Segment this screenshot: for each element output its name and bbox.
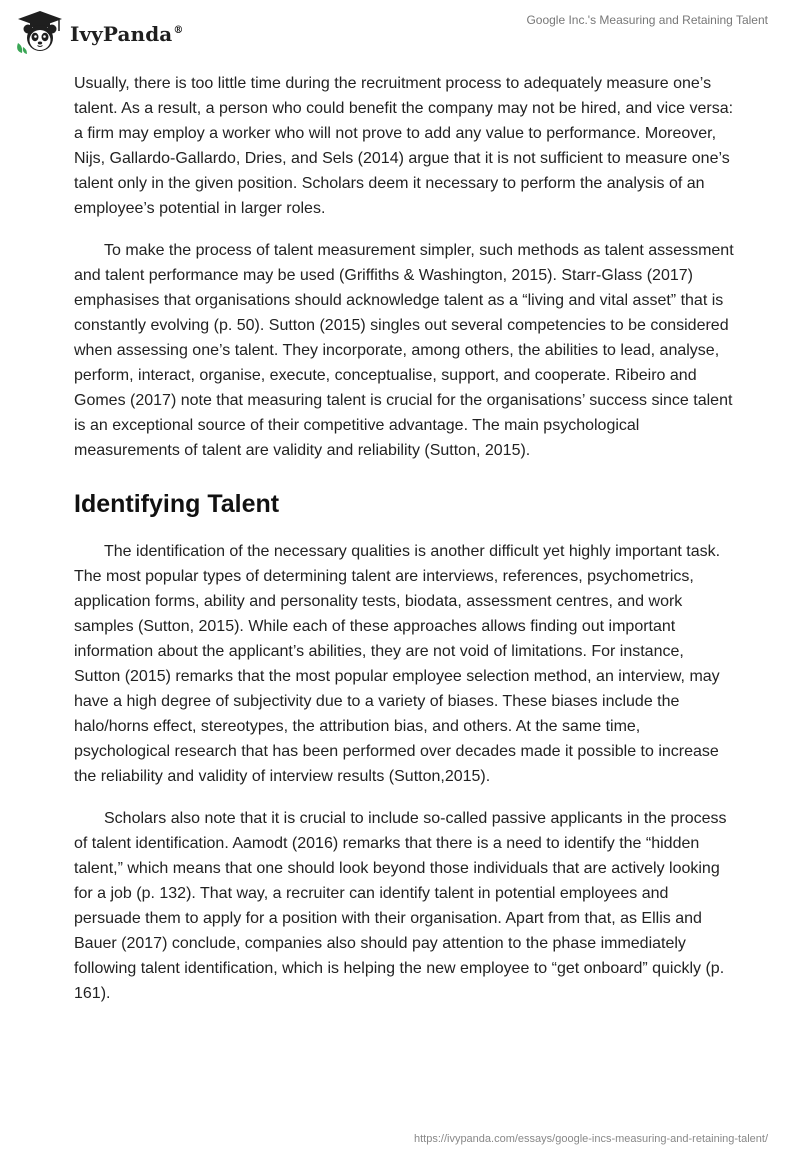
paragraph-identifying-1: The identification of the necessary qualities is another difficult yet highly important task. The most popular types of determining talent are interviews, references, psychometrics, application forms, ability and personality tests, biodata, assessment centres, and work samples (Sutton, 2015). While each of these approaches allows finding out important information about the applicant’s abilities, they are not void of limitations. For instance, Sutton (2015) remarks that the most popular employee selection method, an interview, may have a high degree of subjectivity due to a variety of biases. These biases include the halo/horns effect, stereotypes, the attribution bias, and others. At the same time, psychological research that has been performed over decades made it possible to increase the reliability and validity of interview results (Sutton,2015).: [74, 543, 721, 785]
paragraph-measuring-2: To make the process of talent measurement simpler, such methods as talent assessment and talent performance may be used (Griffiths & Washington, 2015). Starr-Glass (2017) emphasises that organisations should acknowledge talent as a “living and vital asset” that is constantly evolving (p. 50). Sutton (2015) singles out several competencies to be considered when assessing one’s talent. They incorporate, among others, the abilities to lead, analyse, perform, interact, organise, execute, conceptualise, support, and cooperate. Ribeiro and Gomes (2017) note that measuring talent is crucial for the organisations’ success since talent is an exceptional source of their competitive advantage. The main psychological measurements of talent are validity and reliability (Sutton, 2015).: [74, 242, 734, 459]
source-url-link[interactable]: https://ivypanda.com/essays/google-incs-measuring-and-retaining-talent/: [413, 1133, 768, 1145]
section-heading-identifying-talent: Identifying Talent: [74, 490, 280, 518]
paragraph-identifying-2: Scholars also note that it is crucial to include so-called passive applicants in the process of talent identification. Aamodt (2016) remarks that there is a need to identify the “hidden talent,” which means that one should look beyond those individuals that are actively looking for a job (p. 132). That way, a recruiter can identify talent in potential employees and persuade them to apply for a position with their organisation. Apart from that, as Ellis and Bauer (2017) conclude, companies also should pay attention to the phase immediately following talent identification, which is helping the new employee to “get onboard” quickly (p. 161).: [74, 810, 727, 1002]
paragraph-measuring-1: Usually, there is too little time during the recruitment process to adequately measure one’s talent. As a result, a person who could benefit the company may not be hired, and vice versa: a firm may employ a worker who will not prove to add any value to performance. Moreover, Nijs, Gallardo-Gallardo, Dries, and Sels (2014) argue that it is not sufficient to measure one’s talent only in the given position. Scholars deem it necessary to perform the analysis of an employee’s potential in larger roles.: [74, 75, 734, 217]
document-title: Google Inc.'s Measuring and Retaining Talent: [526, 13, 768, 27]
brand-name: IvyPanda®: [70, 22, 184, 46]
ivypanda-logo[interactable]: [14, 9, 183, 55]
registered-mark: ®: [173, 25, 184, 37]
page-header: [0, 0, 800, 64]
panda-graduate-icon: [14, 9, 66, 55]
essay-body: [74, 71, 734, 1023]
